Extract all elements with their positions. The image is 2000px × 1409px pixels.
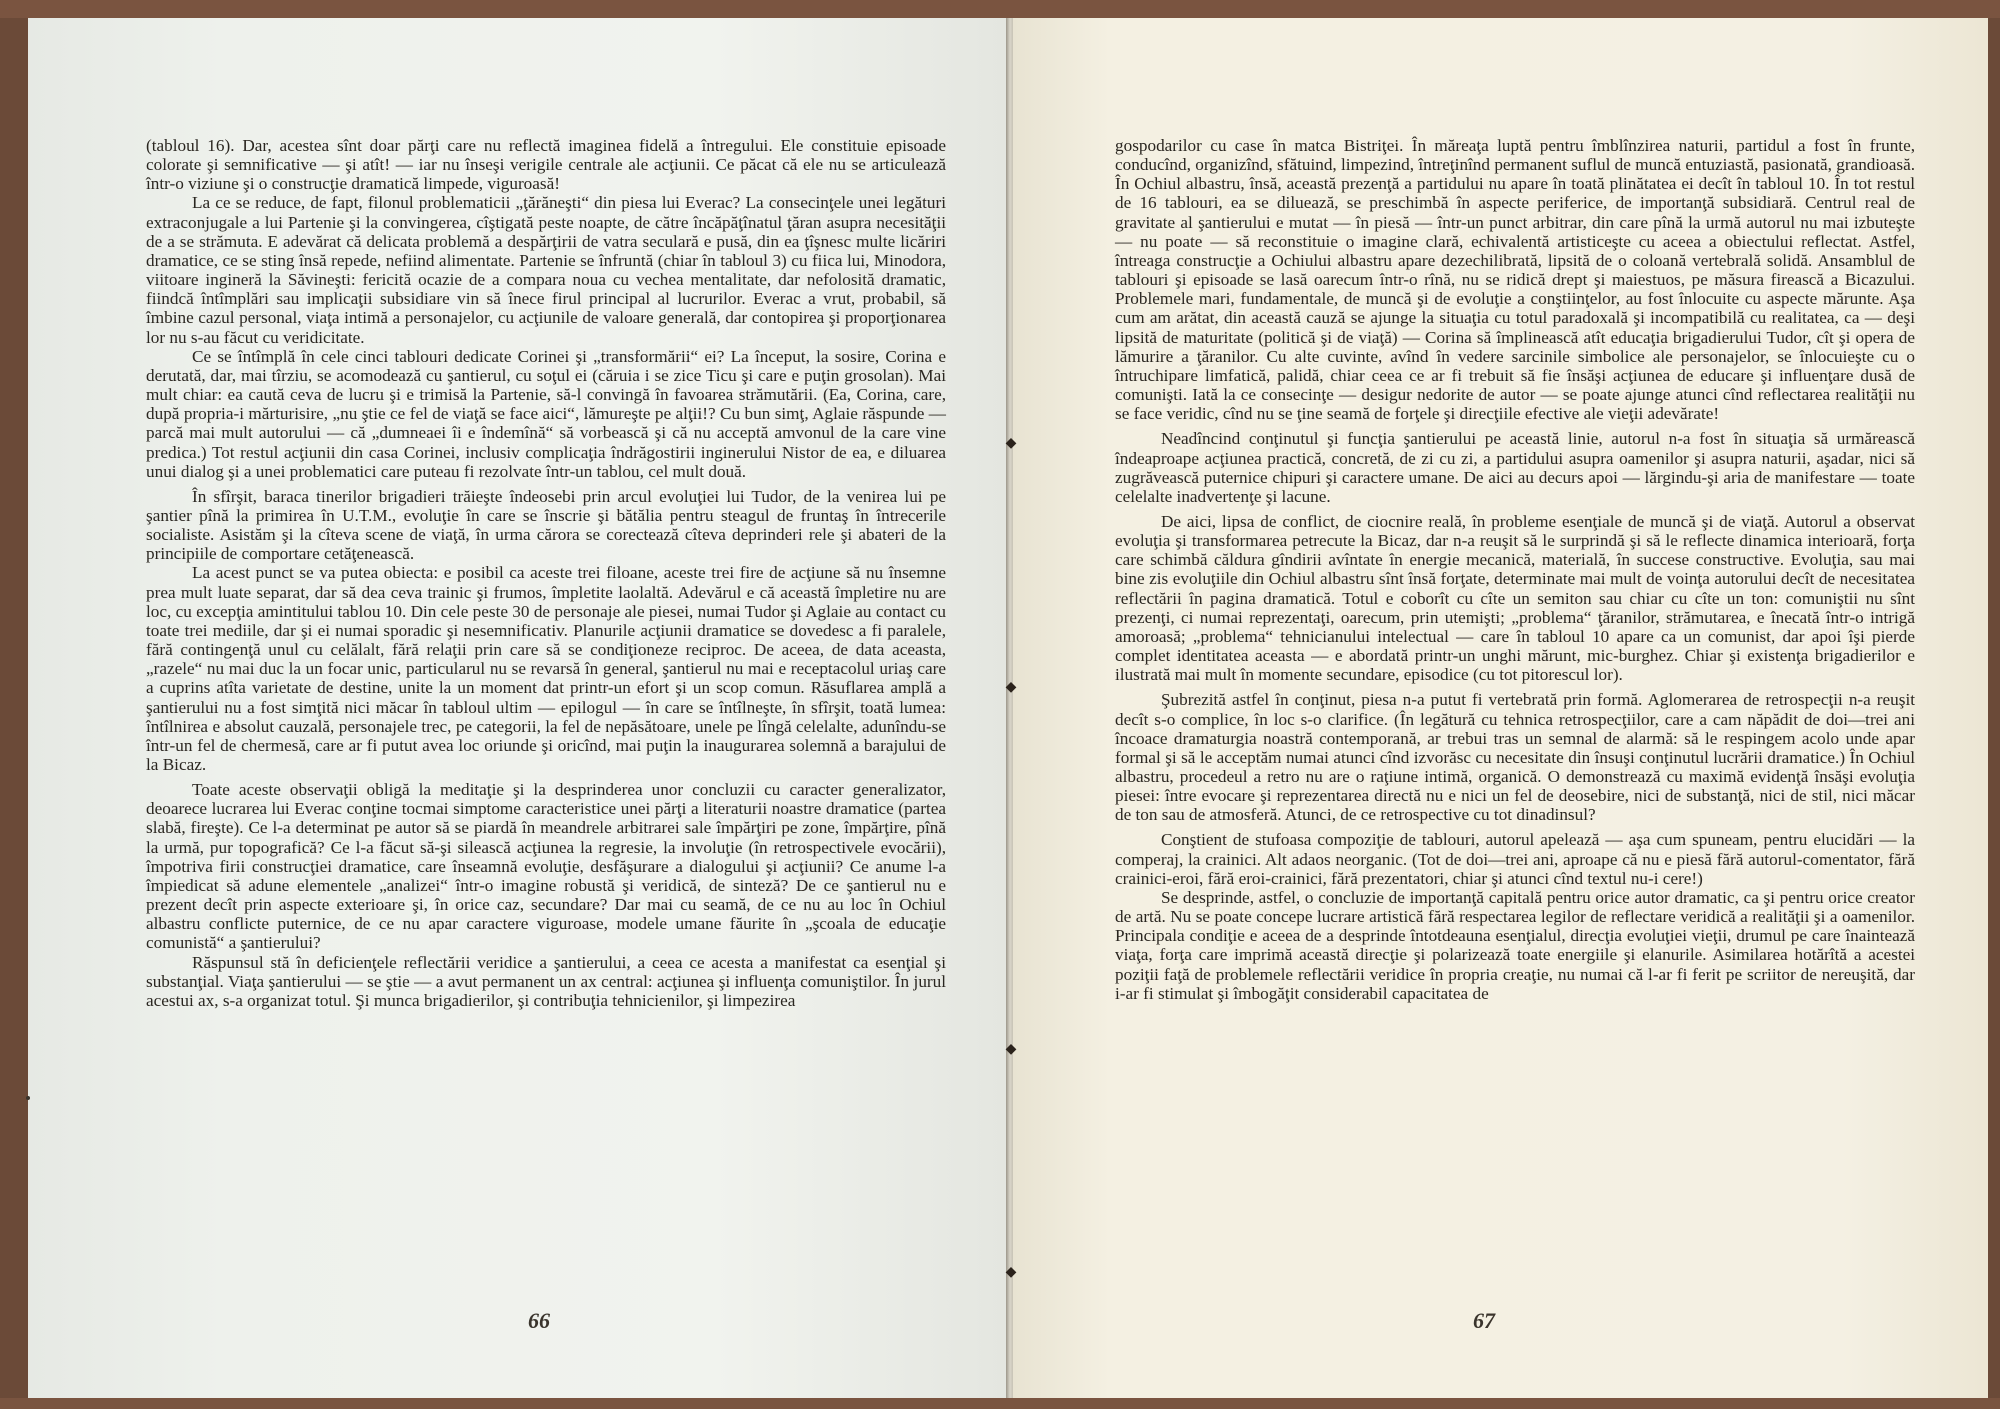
page-number: 66: [528, 1308, 550, 1333]
paragraph: La ce se reduce, de fapt, filonul problematicii „ţărăneşti“ din piesa lui Everac? La consecinţele unei legături extraconjugale a lui Partenie şi la convingerea, cîştigată peste noapte, de către încăpăţînatul ţăran asupra necesităţii de a se strămuta. E adevărat că delicata problemă a despărţirii de vatra seculară e pusă, din ea ţîşnesc multe licăriri dramatice, ce se sting însă repede, nefiind alimentate. Partenie se înfruntă (chiar în tabloul 3) cu fiica lui, Minodora, viitoare ingineră la Săvineşti: fericită ocazie de a compara noua cu vechea mentalitate, dar nefolosită dramatic, fiindcă întîmplări sau implicaţii subsidiare vin să înece firul principal al lucrurilor. Everac a vrut, probabil, să îmbine cazul personal, viaţa intimă a personajelor, cu acţiunile de valoare generală, dar contopirea şi proporţionarea lor nu s-au făcut cu veridicitate.: [146, 193, 946, 347]
binding-stitch-icon: ◆: [1005, 1264, 1017, 1280]
print-speck: [26, 1096, 30, 1100]
paragraph: Ce se întîmplă în cele cinci tablouri dedicate Corinei şi „transformării“ ei? La început, la sosire, Corina e derutată, dar, mai tîrziu, se acomodează cu şantierul, cu soţul ei (căruia i se zice Ticu şi care e puţin grosolan). Mai mult chiar: ea caută ceva de lucru şi e trimisă la Partenie, să-l convingă în favoarea strămutării. (Ea, Corina, care, după propria-i mărturisire, „nu ştie ce fel de viaţă se face aici“, lămureşte pe alţii!? Cu bun simţ, Aglaie răspunde — parcă mai mult autorului — că „dumneaei îi e îndemînă“ să vorbească şi că nu acceptă amvonul de la care vine predica.) Tot restul acţiunii din casa Corinei, inclusiv complicaţia îndrăgostirii inginerului Nistor de ea, e diluarea unui dialog şi a unei problematici care puteau fi rezolvate într-un tablou, cel mult două.: [146, 346, 946, 481]
right-page-text: [1115, 136, 1915, 1003]
binding-stitch-icon: ◆: [1005, 679, 1017, 695]
paragraph: Conştient de stufoasa compoziţie de tablouri, autorul apelează — aşa cum spuneam, pentru elucidări — la comperaj, la crainici. Alt adaos neorganic. (Tot de doi—trei ani, aproape că nu e piesă fără autorul-comentator, fără crainici-eroi, fără eroi-crainici, fără prezentatori, chiar şi atunci cînd textul nu-i cere!): [1115, 830, 1915, 888]
right-page: [1013, 18, 1988, 1398]
paragraph: Se desprinde, astfel, o concluzie de importanţă capitală pentru orice autor dramatic, ca şi pentru orice creator de artă. Nu se poate concepe lucrare artistică fără respectarea legilor de reflectare veridică a realităţii şi a oamenilor. Principala condiţie e aceea de a desprinde întotdeauna esenţialul, direcţia evoluţiei vieţii, drumul pe care înaintează viaţa, forţa care imprimă această direcţie şi polarizează toate energiile şi elanurile. Asimilarea hotărîtă a acestei poziţii faţă de problemele reflectării veridice în propria creaţie, nu numai că l-ar fi ferit pe scriitor de nereuşită, dar i-ar fi stimulat şi îmbogăţit considerabil capacitatea de: [1115, 887, 1915, 1003]
paragraph: (tabloul 16). Dar, acestea sînt doar părţi care nu reflectă imaginea fidelă a întregului. Ele constituie episoade colorate şi semnificative — şi atît! — iar nu înseşi verigile centrale ale acţiunii. Ce păcat că ele nu se articulează într-o viziune şi o construcţie dramatică limpede, viguroasă!: [146, 136, 946, 194]
left-page: [28, 18, 1010, 1398]
binding-stitch-icon: ◆: [1005, 435, 1017, 451]
page-number: 67: [1473, 1308, 1495, 1333]
left-page-text: [146, 136, 946, 1010]
paragraph: Toate aceste observaţii obligă la meditaţie şi la desprinderea unor concluzii cu caracter generalizator, deoarece lucrarea lui Everac conţine tocmai simptome caracteristice unei părţi a literaturii noastre dramatice (partea slabă, fireşte). Ce l-a determinat pe autor să se piardă în meandrele arbitrarei sale împărţiri pe zone, împărţire, pînă la urmă, pur topografică? Ce l-a făcut să-şi silească acţiunea la regresie, la involuţie (în retrospectivele evocării), împotriva firii construcţiei dramatice, care înseamnă evoluţie, desfăşurare a dialogului şi acţiunii? Ce anume l-a împiedicat să adune elementele „analizei“ într-o imagine robustă şi veridică, de sinteză? De ce şantierul nu e prezent decît prin aspecte exterioare şi, în orice caz, secundare? Dar mai cu seamă, de ce nu au loc în Ochiul albastru conflicte puternice, de ce nu apar caractere viguroase, modele umane făurite în „şcoala de educaţie comunistă“ a şantierului?: [146, 780, 946, 953]
paragraph: În sfîrşit, baraca tinerilor brigadieri trăieşte îndeosebi prin arcul evoluţiei lui Tudor, de la venirea lui pe şantier pînă la primirea în U.T.M., evoluţie în care se înscrie şi bătălia pentru steagul de fruntaş în întrecerile socialiste. Asistăm şi la cîteva scene de viaţă, în urma cărora se corectează cîteva deprinderi rele şi abateri de la principiile de comportare cetăţenească.: [146, 486, 946, 564]
binding-stitch-icon: ◆: [1005, 1041, 1017, 1057]
paragraph: Şubrezită astfel în conţinut, piesa n-a putut fi vertebrată prin formă. Aglomerarea de retrospecţii n-a reuşit decît s-o complice, în loc s-o clarifice. (În legătură cu tehnica retrospecţiilor, care a cam năpădit de doi—trei ani încoace dramaturgia noastră contemporană, ar trebui tras un semnal de alarmă: să le respingem acolo unde apar formal şi să le acceptăm numai atunci cînd izvorăsc cu necesitate din însuşi conţinutul lucrării dramatice.) În Ochiul albastru, procedeul a retro nu are o raţiune intimă, organică. O demonstrează cu maximă evidenţă însăşi evoluţia piesei: între evocare şi reprezentarea directă nu e nici un fel de deosebire, nici de substanţă, nici de stil, nici măcar de ton sau de atmosferă. Atunci, de ce retrospective cu tot dinadinsul?: [1115, 690, 1915, 825]
paragraph: La acest punct se va putea obiecta: e posibil ca aceste trei filoane, aceste trei fire de acţiune să nu însemne prea mult luate separat, dar să dea ceva trainic şi frumos, împletite laolaltă. Adevărul e că această împletire nu are loc, cu excepţia amintitului tablou 10. Din cele peste 30 de personaje ale piesei, numai Tudor şi Aglaie au contact cu toate trei mediile, dar şi ei numai sporadic şi nesemnificativ. Planurile acţiunii dramatice se dovedesc a fi paralele, fără contingenţă unul cu celălalt, fără relaţii prin care să se condiţioneze reciproc. De aceea, de data aceasta, „razele“ nu mai duc la un focar unic, particularul nu se revarsă în general, şantierul nu mai e receptacolul uriaş care a cuprins atîta varietate de destine, unite la un moment dat printr-un efort şi un scop comun. Răsuflarea amplă a şantierului nu a fost simţită nici măcar în tabloul ultim — epilogul — în care se întîlneşte, în sfîrşit, toată lumea: întîlnirea e absolut cauzală, personajele trec, pe categorii, la fel de nepăsătoare, unele pe lîngă celelalte, adunîndu-se într-un fel de chermesă, care ar fi putut avea loc oriunde şi oricînd, mai puţin la inaugurarea solemnă a barajului de la Bicaz.: [146, 563, 946, 774]
cover-edge-bottom: [0, 1398, 2000, 1409]
paragraph: Neadîncind conţinutul şi funcţia şantierului pe această linie, autorul n-a fost în situaţia să urmărească îndeaproape acţiunea practică, concretă, de zi cu zi, a partidului asupra oamenilor şi asupra naturii, aşadar, nici să zugrăvească puternice chipuri şi caractere umane. De aici au decurs apoi — lărgindu-şi aria de manifestare — toate celelalte inadvertenţe şi lacune.: [1115, 429, 1915, 506]
paragraph: gospodarilor cu case în matca Bistriţei. În măreaţa luptă pentru îmblînzirea naturii, partidul a fost în frunte, conducînd, organizînd, sfătuind, limpezind, întreţinînd permanent suflul de muncă entuziastă, pasionată, grandioasă. În Ochiul albastru, însă, această prezenţă a partidului nu apare în toată plinătatea ei decît în tabloul 10. În tot restul de 16 tablouri, ea se diluează, se preschimbă în aspecte periferice, de importanţă subsidiară. Centrul real de gravitate al şantierului e mutat — în piesă — într-un punct arbitrar, din care pînă la urmă autorul nu mai izbuteşte — nu poate — să reconstituie o imagine clară, echivalentă artisticeşte cu aceea a obiectului reflectat. Astfel, întreaga construcţie a Ochiului albastru apare dezechilibrată, lipsită de o coloană vertebrală solidă. Ansamblul de tablouri şi episoade se lasă oarecum într-o rînă, nu se ridică drept şi maiestuos, pe măsura firească a Bicazului. Problemele mari, fundamentale, de muncă şi de evoluţie a conştiinţelor, au fost înlocuite cu aspecte mărunte. Aşa cum am arătat, din această cauză se ajunge la situaţia cu totul paradoxală şi incompatibilă cu realitatea, ca — deşi lipsită de maturitate (politică şi de viaţă) — Corina să împlinească atît educaţia brigadierului Tudor, cît şi opera de lămurire a ţăranilor. Cu alte cuvinte, avînd în vedere sarcinile simbolice ale personajelor, se înlocuieşte cu o întruchipare limfatică, palidă, chiar ceea ce ar fi trebuit să fie însăşi acţiunea de educare şi influenţare dusă de comunişti. Iată la ce consecinţe — desigur nedorite de autor — se poate ajunge atunci cînd reflectarea realităţii nu se face veridic, cînd nu se ţine seamă de forţele şi direcţiile efective ale vieţii adevărate!: [1115, 136, 1915, 424]
paragraph: De aici, lipsa de conflict, de ciocnire reală, în probleme esenţiale de muncă şi de viaţă. Autorul a observat evoluţia şi transformarea petrecute la Bicaz, dar n-a reuşit să le surprindă şi să le reflecte dinamica interioară, forţa care schimbă căldura gîndirii avîntate în energie mecanică, materială, în succese constructive. Evoluţia, sau mai bine zis evoluţiile din Ochiul albastru sînt însă forţate, determinate mai mult de voinţa autorului decît de necesitatea reflectării în pagina dramatică. Totul e coborît cu cîte un semiton sau chiar cu cîte un ton: comuniştii nu sînt prezenţi, ci numai reprezentaţi, oarecum, prin utemişti; „problema“ ţăranilor, strămutarea, e înecată într-o intrigă amoroasă; „problema“ tehnicianului intelectual — care în tabloul 10 apare ca un comunist, dar apoi îşi pierde complet identitatea aceasta — e abordată printr-un unghi mărunt, mic-burghez. Chiar şi existenţa brigadierilor e ilustrată mai mult în momente secundare, episodice (cu tot pitorescul lor).: [1115, 511, 1915, 685]
paragraph: Răspunsul stă în deficienţele reflectării veridice a şantierului, a ceea ce acesta a manifestat ca esenţial şi substanţial. Viaţa şantierului — se ştie — a avut permanent un ax central: acţiunea şi influenţa comuniştilor. În jurul acestui ax, s-a organizat totul. Şi munca brigadierilor, şi contribuţia tehnicienilor, şi limpezirea: [146, 952, 946, 1010]
cover-edge-top: [0, 0, 2000, 18]
